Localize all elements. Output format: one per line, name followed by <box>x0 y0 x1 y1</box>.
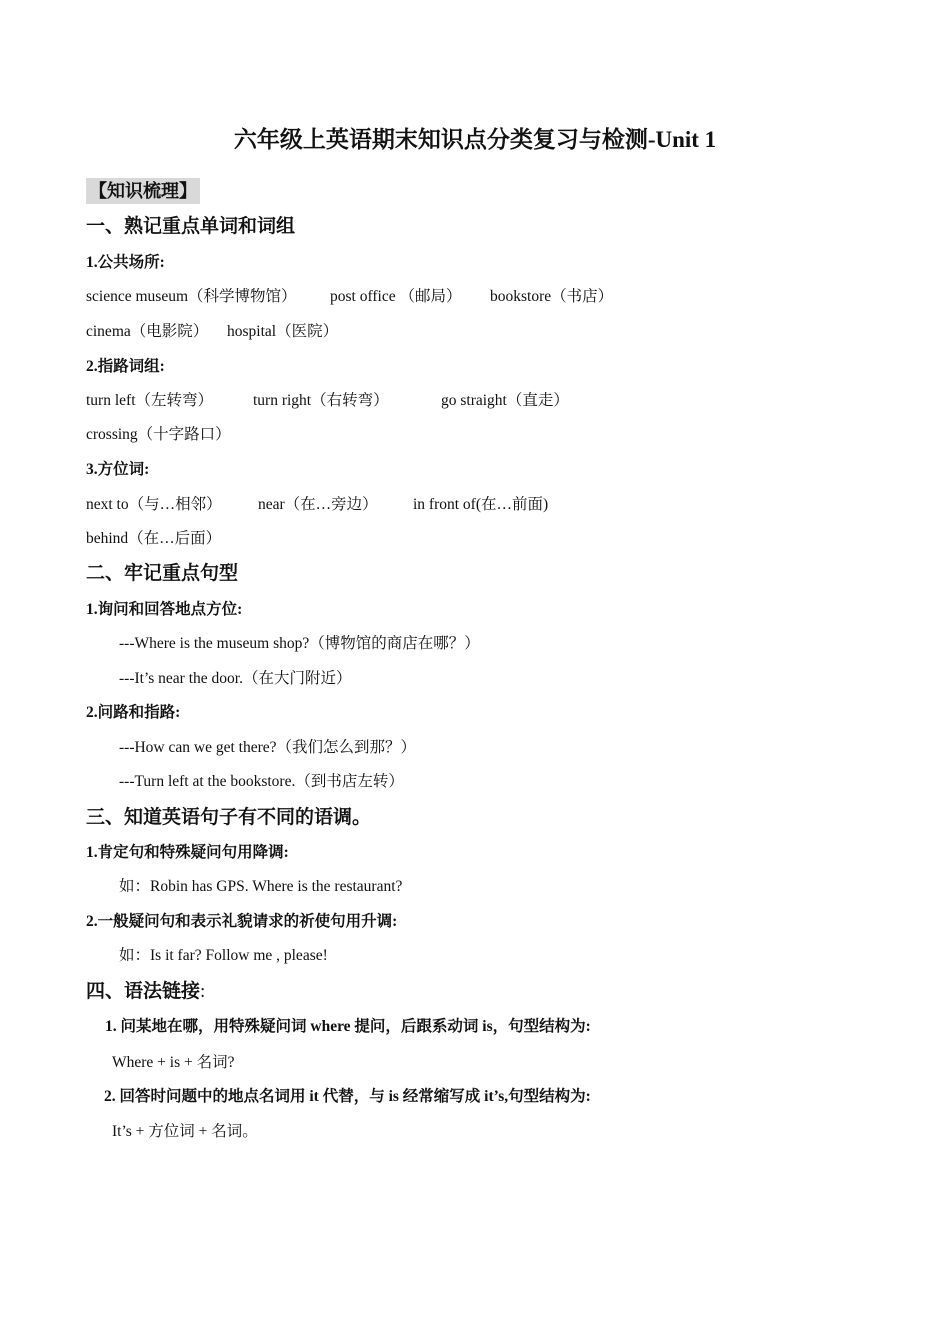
section3-group1-label: 1.肯定句和特殊疑问句用降调: <box>86 844 289 861</box>
vocab-item: next to（与…相邻） <box>86 496 222 513</box>
section4-heading <box>86 978 205 1006</box>
vocab-item: turn left（左转弯） <box>86 392 213 409</box>
grammar-point-2: 2. 回答时问题中的地点名词用 it 代替，与 is 经常缩写成 it’s,句型结构为: <box>104 1088 591 1105</box>
section1-group3-label: 3.方位词: <box>86 461 150 478</box>
section2-heading: 二、牢记重点句型 <box>86 563 239 584</box>
example-line: 如：Robin has GPS. Where is the restaurant? <box>119 878 403 895</box>
vocab-item: behind（在…后面） <box>86 530 222 547</box>
knowledge-tag: 【知识梳理】 <box>86 178 200 204</box>
section4-heading-colon: : <box>200 981 206 1002</box>
section2-group2-label: 2.问路和指路: <box>86 704 181 721</box>
section2-group1-label: 1.询问和回答地点方位: <box>86 601 243 618</box>
vocab-item: post office （邮局） <box>330 288 462 305</box>
vocab-item: in front of(在…前面) <box>413 496 549 513</box>
section1-group2-label: 2.指路词组: <box>86 358 165 375</box>
formula-line: Where + is + 名词? <box>112 1054 235 1071</box>
section1-group1-label: 1.公共场所: <box>86 254 165 271</box>
vocab-item: bookstore（书店） <box>490 288 614 305</box>
vocab-item: hospital（医院） <box>227 323 339 340</box>
vocab-item: turn right（右转弯） <box>253 392 389 409</box>
section4-heading-text: 四、语法链接 <box>86 981 201 1002</box>
example-line: 如：Is it far? Follow me , please! <box>119 947 328 964</box>
vocab-item: near（在…旁边） <box>258 496 378 513</box>
vocab-item: science museum（科学博物馆） <box>86 288 297 305</box>
sentence-line: ---It’s near the door.（在大门附近） <box>119 670 352 687</box>
document-title: 六年级上英语期末知识点分类复习与检测-Unit 1 <box>233 127 717 152</box>
sentence-line: ---Turn left at the bookstore.（到书店左转） <box>119 773 404 790</box>
formula-line: It’s + 方位词 + 名词。 <box>112 1123 258 1140</box>
vocab-item: cinema（电影院） <box>86 323 209 340</box>
vocab-item: crossing（十字路口） <box>86 426 231 443</box>
section3-group2-label: 2.一般疑问句和表示礼貌请求的祈使句用升调: <box>86 913 398 930</box>
section1-heading: 一、熟记重点单词和词组 <box>86 216 296 237</box>
sentence-line: ---Where is the museum shop?（博物馆的商店在哪？） <box>119 635 480 652</box>
vocab-item: go straight（直走） <box>441 392 569 409</box>
sentence-line: ---How can we get there?（我们怎么到那？） <box>119 739 416 756</box>
section3-heading: 三、知道英语句子有不同的语调。 <box>86 807 372 828</box>
grammar-point-1: 1. 问某地在哪，用特殊疑问词 where 提问，后跟系动词 is，句型结构为: <box>105 1018 591 1035</box>
